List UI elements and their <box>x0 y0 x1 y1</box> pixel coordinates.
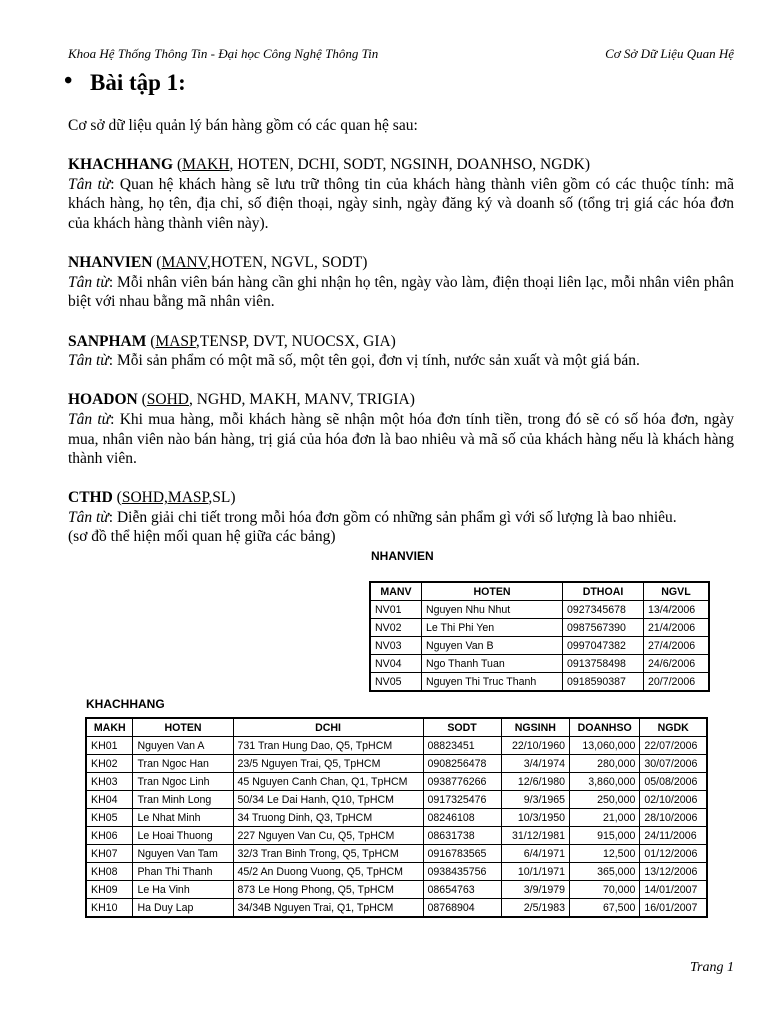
column-header: DOANHSO <box>570 718 640 737</box>
table-cell: 01/12/2006 <box>640 845 707 863</box>
table-cell: 27/4/2006 <box>644 637 710 655</box>
table-row <box>86 827 707 845</box>
table-cell: 21,000 <box>570 809 640 827</box>
table-cell: 0916783565 <box>423 845 501 863</box>
nhanvien-table <box>369 581 710 692</box>
table-cell: 45 Nguyen Canh Chan, Q1, TpHCM <box>233 773 423 791</box>
relation-nhanvien: NHANVIEN (MANV,HOTEN, NGVL, SODT) <box>68 254 368 272</box>
relation-name: SANPHAM <box>68 332 147 350</box>
table-row <box>86 899 707 918</box>
table-cell: 24/11/2006 <box>640 827 707 845</box>
table-cell: 10/3/1950 <box>501 809 569 827</box>
table-row <box>86 773 707 791</box>
table-cell: KH05 <box>86 809 133 827</box>
column-header: DTHOAI <box>563 582 644 601</box>
table-cell: KH04 <box>86 791 133 809</box>
relation-attributes: ,SL) <box>208 489 236 507</box>
table-row <box>86 755 707 773</box>
table-cell: 32/3 Tran Binh Trong, Q5, TpHCM <box>233 845 423 863</box>
relation-hoadon: HOADON (SOHD, NGHD, MAKH, MANV, TRIGIA) <box>68 391 415 409</box>
primary-key: SOHD,MASP <box>121 489 209 507</box>
relation-description: Tân từ: Mỗi sản phẩm có một mã số, một tên gọi, đơn vị tính, nước sản xuất và một giá bán. <box>68 352 640 370</box>
relation-sanpham: SANPHAM (MASP,TENSP, DVT, NUOCSX, GIA) <box>68 332 396 350</box>
table-cell: 365,000 <box>570 863 640 881</box>
table-cell: 6/4/1971 <box>501 845 569 863</box>
table-cell: 24/6/2006 <box>644 655 710 673</box>
relation-attributes: ,HOTEN, NGVL, SODT) <box>206 254 368 272</box>
relation-name: KHACHHANG <box>68 156 174 174</box>
column-header: NGDK <box>640 718 707 737</box>
table-cell: NV03 <box>370 637 422 655</box>
column-header: NGSINH <box>501 718 569 737</box>
table-row <box>370 637 709 655</box>
column-header: HOTEN <box>422 582 563 601</box>
page-header-right: Cơ Sở Dữ Liệu Quan Hệ <box>605 46 734 61</box>
nhanvien-table-title: NHANVIEN <box>371 549 434 563</box>
exercise-title <box>64 68 186 96</box>
table-cell: 16/01/2007 <box>640 899 707 918</box>
table-cell: 14/01/2007 <box>640 881 707 899</box>
table-cell: 08246108 <box>423 809 501 827</box>
table-cell: Le Hoai Thuong <box>133 827 233 845</box>
table-cell: Le Nhat Minh <box>133 809 233 827</box>
table-cell: 280,000 <box>570 755 640 773</box>
table-cell: Nguyen Van Tam <box>133 845 233 863</box>
khachhang-table <box>85 717 708 918</box>
table-row <box>370 673 709 692</box>
table-cell: 20/7/2006 <box>644 673 710 692</box>
table-row <box>86 863 707 881</box>
intro-text: Cơ sở dữ liệu quản lý bán hàng gồm có các quan hệ sau: <box>68 117 418 134</box>
description-label: Tân từ <box>68 410 111 428</box>
table-cell: Nguyen Van B <box>422 637 563 655</box>
table-cell: 28/10/2006 <box>640 809 707 827</box>
table-cell: 08631738 <box>423 827 501 845</box>
table-cell: KH06 <box>86 827 133 845</box>
table-cell: 21/4/2006 <box>644 619 710 637</box>
column-header: MANV <box>370 582 422 601</box>
table-cell: 0938435756 <box>423 863 501 881</box>
table-cell: Le Ha Vinh <box>133 881 233 899</box>
table-cell: Ha Duy Lap <box>133 899 233 918</box>
table-cell: 05/08/2006 <box>640 773 707 791</box>
table-cell: 2/5/1983 <box>501 899 569 918</box>
relation-name: NHANVIEN <box>68 254 153 272</box>
description-label: Tân từ <box>68 273 109 291</box>
table-cell: 08768904 <box>423 899 501 918</box>
khachhang-table-title: KHACHHANG <box>86 697 165 711</box>
column-header: SODT <box>423 718 501 737</box>
table-cell: Ngo Thanh Tuan <box>422 655 563 673</box>
column-header: HOTEN <box>133 718 233 737</box>
table-cell: 3/9/1979 <box>501 881 569 899</box>
primary-key: MAKH <box>182 156 230 174</box>
table-cell: 12,500 <box>570 845 640 863</box>
table-row <box>86 737 707 755</box>
primary-key: MASP <box>155 332 196 350</box>
column-header: MAKH <box>86 718 133 737</box>
table-cell: 23/5 Nguyen Trai, Q5, TpHCM <box>233 755 423 773</box>
table-cell: 13/12/2006 <box>640 863 707 881</box>
relation-description: Tân từ: Mỗi nhân viên bán hàng cần ghi nhận họ tên, ngày vào làm, điện thoại liên lạc, mỗi nhân viên phân biệt với nhau bằng mã nhân viên. <box>68 273 734 311</box>
bullet-icon: • <box>64 68 73 94</box>
table-cell: 22/07/2006 <box>640 737 707 755</box>
table-cell: 30/07/2006 <box>640 755 707 773</box>
table-cell: 0927345678 <box>563 601 644 619</box>
table-cell: 0917325476 <box>423 791 501 809</box>
table-cell: NV01 <box>370 601 422 619</box>
table-cell: 3,860,000 <box>570 773 640 791</box>
relation-attributes: , NGHD, MAKH, MANV, TRIGIA) <box>189 391 415 409</box>
relation-name: CTHD <box>68 489 113 507</box>
table-cell: Tran Ngoc Han <box>133 755 233 773</box>
table-cell: KH01 <box>86 737 133 755</box>
table-cell: KH10 <box>86 899 133 918</box>
table-cell: 50/34 Le Dai Hanh, Q10, TpHCM <box>233 791 423 809</box>
relation-attributes: , HOTEN, DCHI, SODT, NGSINH, DOANHSO, NGDK) <box>229 156 590 174</box>
description-label: Tân từ <box>68 352 109 370</box>
relations-section <box>68 116 734 547</box>
table-cell: Nguyen Nhu Nhut <box>422 601 563 619</box>
description-label: Tân từ <box>68 508 109 526</box>
table-cell: 34 Truong Dinh, Q3, TpHCM <box>233 809 423 827</box>
column-header: DCHI <box>233 718 423 737</box>
table-cell: 31/12/1981 <box>501 827 569 845</box>
table-row <box>370 601 709 619</box>
table-cell: 3/4/1974 <box>501 755 569 773</box>
table-cell: Tran Ngoc Linh <box>133 773 233 791</box>
table-cell: 0987567390 <box>563 619 644 637</box>
table-row <box>86 791 707 809</box>
relation-description: Tân từ: Diễn giải chi tiết trong mỗi hóa đơn gồm có những sản phẩm gì với số lượng là bao nhiêu. <box>68 508 677 526</box>
relation-description: Tân từ: Quan hệ khách hàng sẽ lưu trữ thông tin của khách hàng thành viên gồm có các thuộc tính: mã khách hàng, họ tên, địa chỉ, số điện thoại, ngày sinh, ngày đăng ký và doanh số (tổng trị giá các hóa đơn của khách hàng thành viên này). <box>68 175 734 232</box>
primary-key: SOHD <box>146 391 189 409</box>
table-cell: 227 Nguyen Van Cu, Q5, TpHCM <box>233 827 423 845</box>
exercise-title-text: Bài tập 1: <box>90 70 186 95</box>
table-cell: 70,000 <box>570 881 640 899</box>
schema-note: (sơ đồ thể hiện mối quan hệ giữa các bảng) <box>68 528 336 546</box>
relation-khachhang: KHACHHANG (MAKH, HOTEN, DCHI, SODT, NGSINH, DOANHSO, NGDK) <box>68 156 590 174</box>
table-header-row <box>370 582 709 601</box>
table-cell: 08654763 <box>423 881 501 899</box>
table-cell: NV02 <box>370 619 422 637</box>
table-cell: KH03 <box>86 773 133 791</box>
table-cell: 0913758498 <box>563 655 644 673</box>
primary-key: MANV <box>161 254 207 272</box>
table-cell: 0997047382 <box>563 637 644 655</box>
table-cell: Phan Thi Thanh <box>133 863 233 881</box>
table-cell: NV05 <box>370 673 422 692</box>
table-cell: KH02 <box>86 755 133 773</box>
table-cell: 22/10/1960 <box>501 737 569 755</box>
column-header: NGVL <box>644 582 710 601</box>
page-header-left: Khoa Hệ Thống Thông Tin - Đại học Công Nghệ Thông Tin <box>68 46 379 61</box>
table-row <box>86 881 707 899</box>
table-cell: Nguyen Van A <box>133 737 233 755</box>
table-cell: 250,000 <box>570 791 640 809</box>
table-cell: 08823451 <box>423 737 501 755</box>
table-cell: 12/6/1980 <box>501 773 569 791</box>
table-cell: 13,060,000 <box>570 737 640 755</box>
table-cell: KH09 <box>86 881 133 899</box>
table-row <box>86 845 707 863</box>
table-row <box>86 809 707 827</box>
relation-name: HOADON <box>68 391 138 409</box>
table-header-row <box>86 718 707 737</box>
table-cell: Tran Minh Long <box>133 791 233 809</box>
table-row <box>370 619 709 637</box>
table-cell: 67,500 <box>570 899 640 918</box>
table-cell: 10/1/1971 <box>501 863 569 881</box>
table-cell: 915,000 <box>570 827 640 845</box>
relation-description: Tân từ: Khi mua hàng, mỗi khách hàng sẽ nhận một hóa đơn tính tiền, trong đó sẽ có số hóa đơn, ngày mua, nhân viên nào bán hàng, trị giá của hóa đơn là bao nhiêu và mã số của khách hàng nếu là khách hàng thành viên. <box>68 410 734 468</box>
table-cell: 9/3/1965 <box>501 791 569 809</box>
table-cell: 34/34B Nguyen Trai, Q1, TpHCM <box>233 899 423 918</box>
table-cell: Nguyen Thi Truc Thanh <box>422 673 563 692</box>
table-cell: 731 Tran Hung Dao, Q5, TpHCM <box>233 737 423 755</box>
page-number: Trang 1 <box>690 960 734 975</box>
table-cell: 02/10/2006 <box>640 791 707 809</box>
table-cell: 0908256478 <box>423 755 501 773</box>
table-cell: Le Thi Phi Yen <box>422 619 563 637</box>
table-cell: KH07 <box>86 845 133 863</box>
relation-attributes: ,TENSP, DVT, NUOCSX, GIA) <box>195 332 396 350</box>
table-row <box>370 655 709 673</box>
table-cell: KH08 <box>86 863 133 881</box>
table-cell: 0938776266 <box>423 773 501 791</box>
description-label: Tân từ <box>68 175 111 193</box>
relation-cthd: CTHD (SOHD,MASP,SL) <box>68 489 236 507</box>
table-cell: 0918590387 <box>563 673 644 692</box>
table-cell: NV04 <box>370 655 422 673</box>
table-cell: 45/2 An Duong Vuong, Q5, TpHCM <box>233 863 423 881</box>
table-cell: 13/4/2006 <box>644 601 710 619</box>
table-cell: 873 Le Hong Phong, Q5, TpHCM <box>233 881 423 899</box>
